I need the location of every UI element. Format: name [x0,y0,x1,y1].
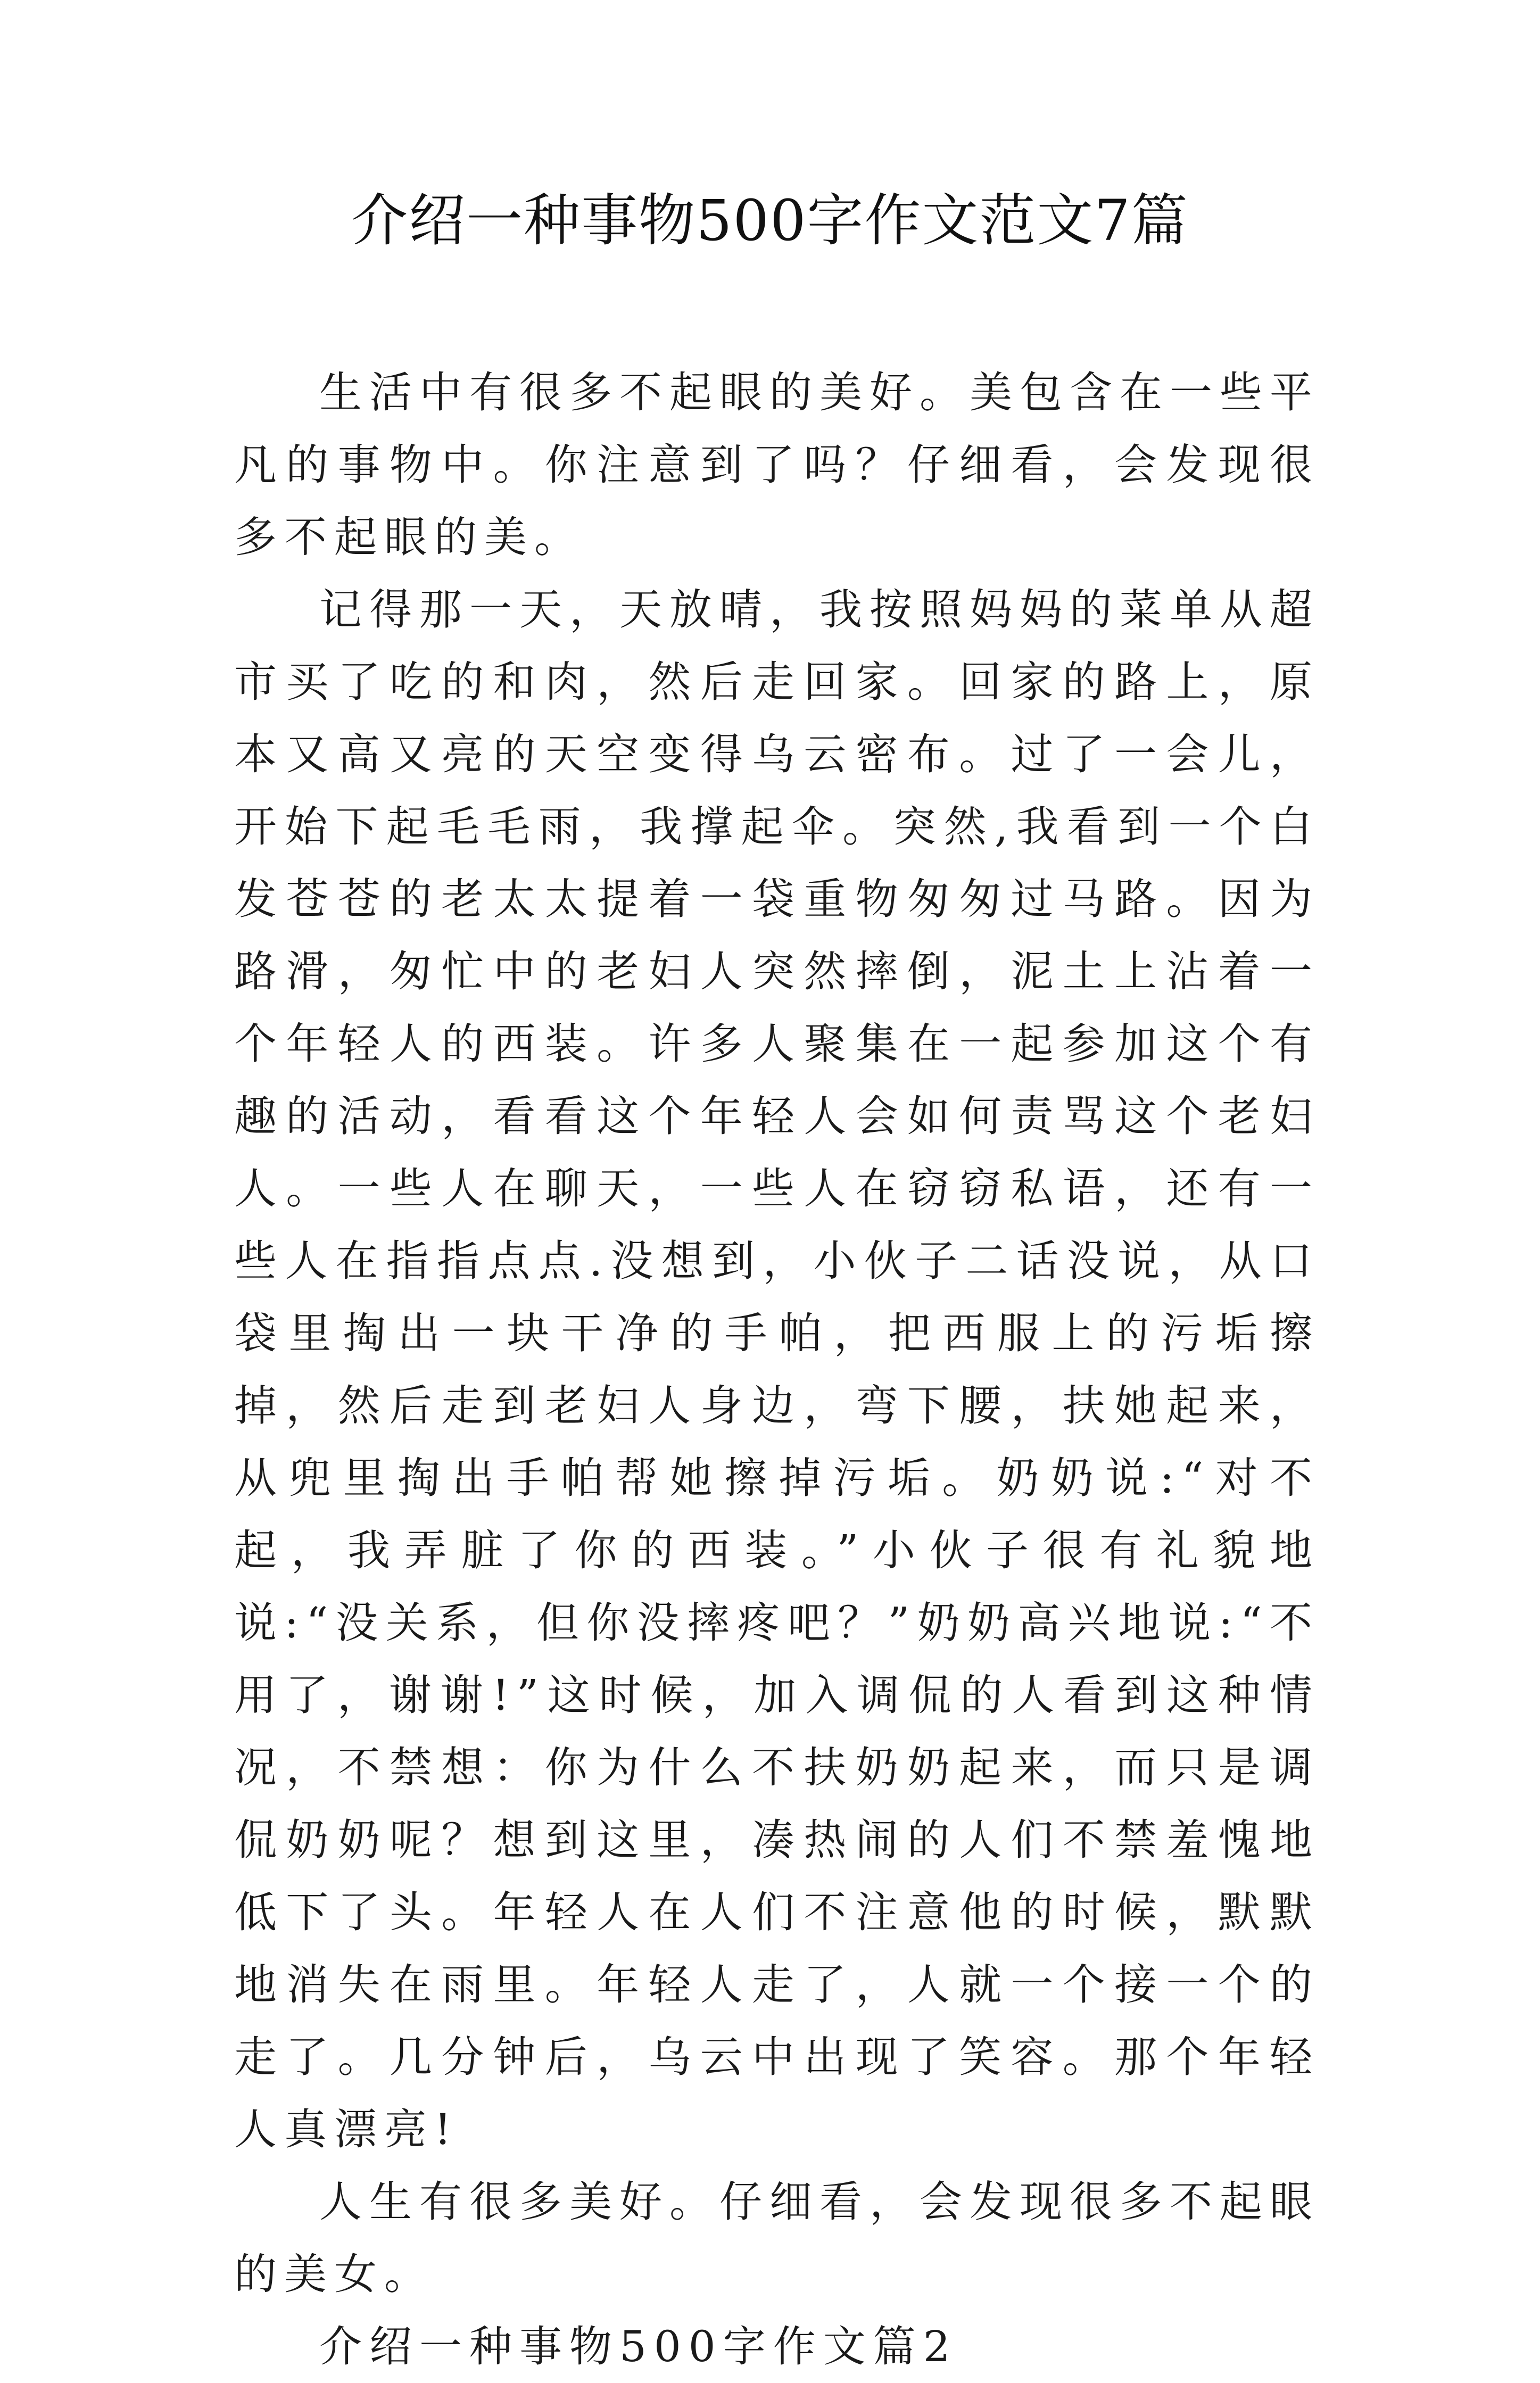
section-heading: 介绍一种事物500字作文篇2 [319,2322,958,2371]
paragraph-conclusion: 人生有很多美好。仔细看，会发现很多不起眼的美女。 [234,2177,1320,2299]
document-body [234,357,1320,2383]
document-title: 介绍一种事物500字作文范文7篇 [351,188,1189,253]
paragraph-intro: 生活中有很多不起眼的美好。美包含在一些平凡的事物中。你注意到了吗？仔细看，会发现很多不起眼的美。 [234,368,1320,562]
paragraph-story: 记得那一天，天放晴，我按照妈妈的菜单从超市买了吃的和肉，然后走回家。回家的路上，原本又高又亮的天空变得乌云密布。过了一会儿，开始下起毛毛雨，我撑起伞。突然,我看到一个白发苍苍的老太太提着一袋重物匆匆过马路。因为路滑，匆忙中的老妇人突然摔倒，泥土上沾着一个年轻人的西装。许多人聚集在一起参加这个有趣的活动，看看这个年轻人会如何责骂这个老妇人。一些人在聊天，一些人在窃窃私语，还有一些人在指指点点.没想到，小伙子二话没说，从口袋里掏出一块干净的手帕，把西服上的污垢擦掉，然后走到老妇人身边，弯下腰，扶她起来，从兜里掏出手帕帮她擦掉污垢。奶奶说:“对不起，我弄脏了你的西装。”小伙子很有礼貌地说:“没关系，但你没摔疼吧？”奶奶高兴地说:“不用了，谢谢!”这时候，加入调侃的人看到这种情况，不禁想：你为什么不扶奶奶起来，而只是调侃奶奶呢？想到这里，凑热闹的人们不禁羞愧地低下了头。年轻人在人们不注意他的时候，默默地消失在雨里。年轻人走了，人就一个接一个的走了。几分钟后，乌云中出现了笑容。那个年轻人真漂亮! [234,585,1320,2154]
